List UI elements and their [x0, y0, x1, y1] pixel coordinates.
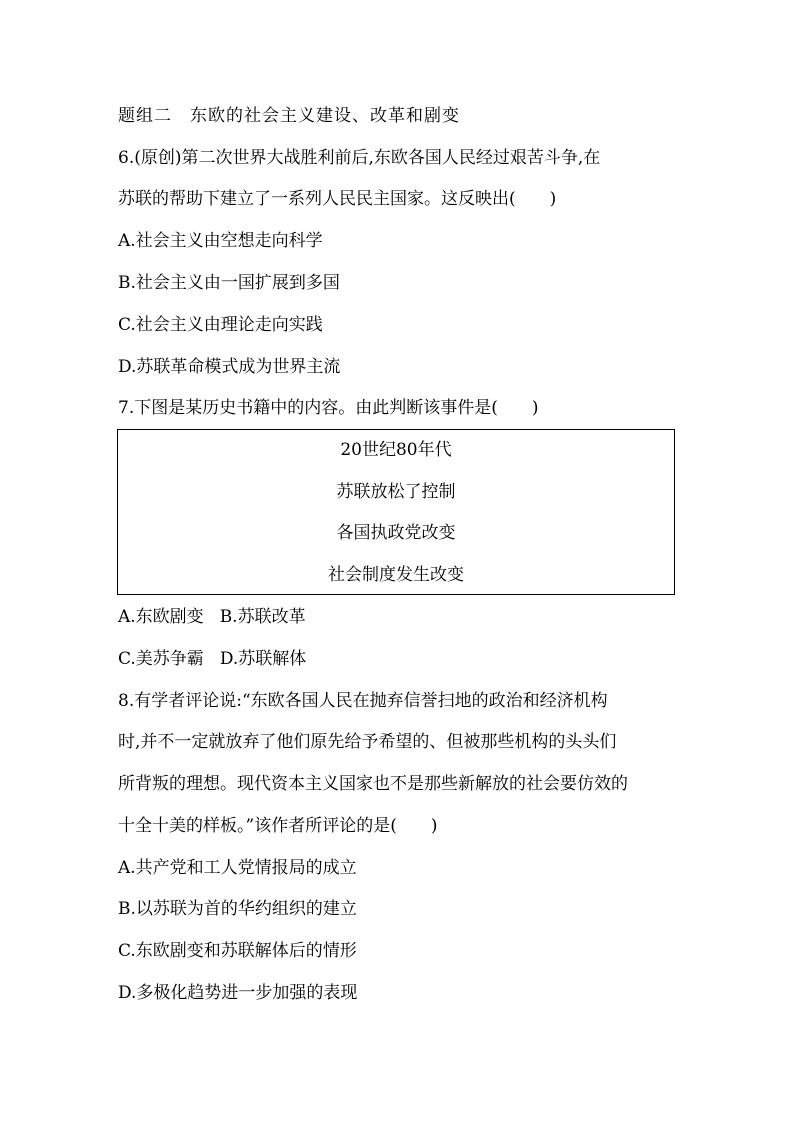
q7-option-a: A.东欧剧变	[118, 607, 204, 627]
q7-options-row-2	[118, 647, 306, 671]
section-title: 题组二 东欧的社会主义建设、改革和剧变	[118, 106, 460, 126]
box-line-2: 苏联放松了控制	[336, 482, 456, 502]
q7-stem: 7.下图是某历史书籍中的内容。由此判断该事件是( )	[118, 398, 539, 418]
q6-option-b: B.社会主义由一国扩展到多国	[118, 273, 340, 293]
q8-option-c: C.东欧剧变和苏联解体后的情形	[118, 941, 357, 961]
q6-option-c: C.社会主义由理论走向实践	[118, 315, 323, 335]
q8-option-b: B.以苏联为首的华约组织的建立	[118, 899, 357, 919]
q6-stem-line-1: 6.(原创)第二次世界大战胜利前后,东欧各国人民经过艰苦斗争,在	[118, 148, 601, 168]
box-line-1: 20世纪80年代	[340, 440, 452, 460]
q8-option-d: D.多极化趋势进一步加强的表现	[118, 983, 358, 1003]
q6-option-d: D.苏联革命模式成为世界主流	[118, 357, 341, 377]
q7-option-b: B.苏联改革	[219, 607, 306, 627]
q7-content-box	[117, 429, 675, 595]
q7-option-c: C.美苏争霸	[118, 649, 204, 669]
q8-stem-line-3: 所背叛的理想。现代资本主义国家也不是那些新解放的社会要仿效的	[118, 774, 628, 794]
box-line-4: 社会制度发生改变	[328, 565, 464, 585]
q8-stem-line-1: 8.有学者评论说:“东欧各国人民在抛弃信誉扫地的政治和经济机构	[118, 691, 608, 711]
q7-option-d: D.苏联解体	[219, 649, 307, 669]
box-line-3: 各国执政党改变	[336, 523, 456, 543]
q8-option-a: A.共产党和工人党情报局的成立	[118, 858, 357, 878]
q7-options-row-1	[118, 605, 306, 629]
q6-option-a: A.社会主义由空想走向科学	[118, 231, 323, 251]
q6-stem-line-2: 苏联的帮助下建立了一系列人民民主国家。这反映出( )	[118, 189, 557, 209]
q8-stem-line-2: 时,并不一定就放弃了他们原先给予希望的、但被那些机构的头头们	[118, 732, 617, 752]
q8-stem-line-4: 十全十美的样板。”该作者所评论的是( )	[118, 816, 438, 836]
